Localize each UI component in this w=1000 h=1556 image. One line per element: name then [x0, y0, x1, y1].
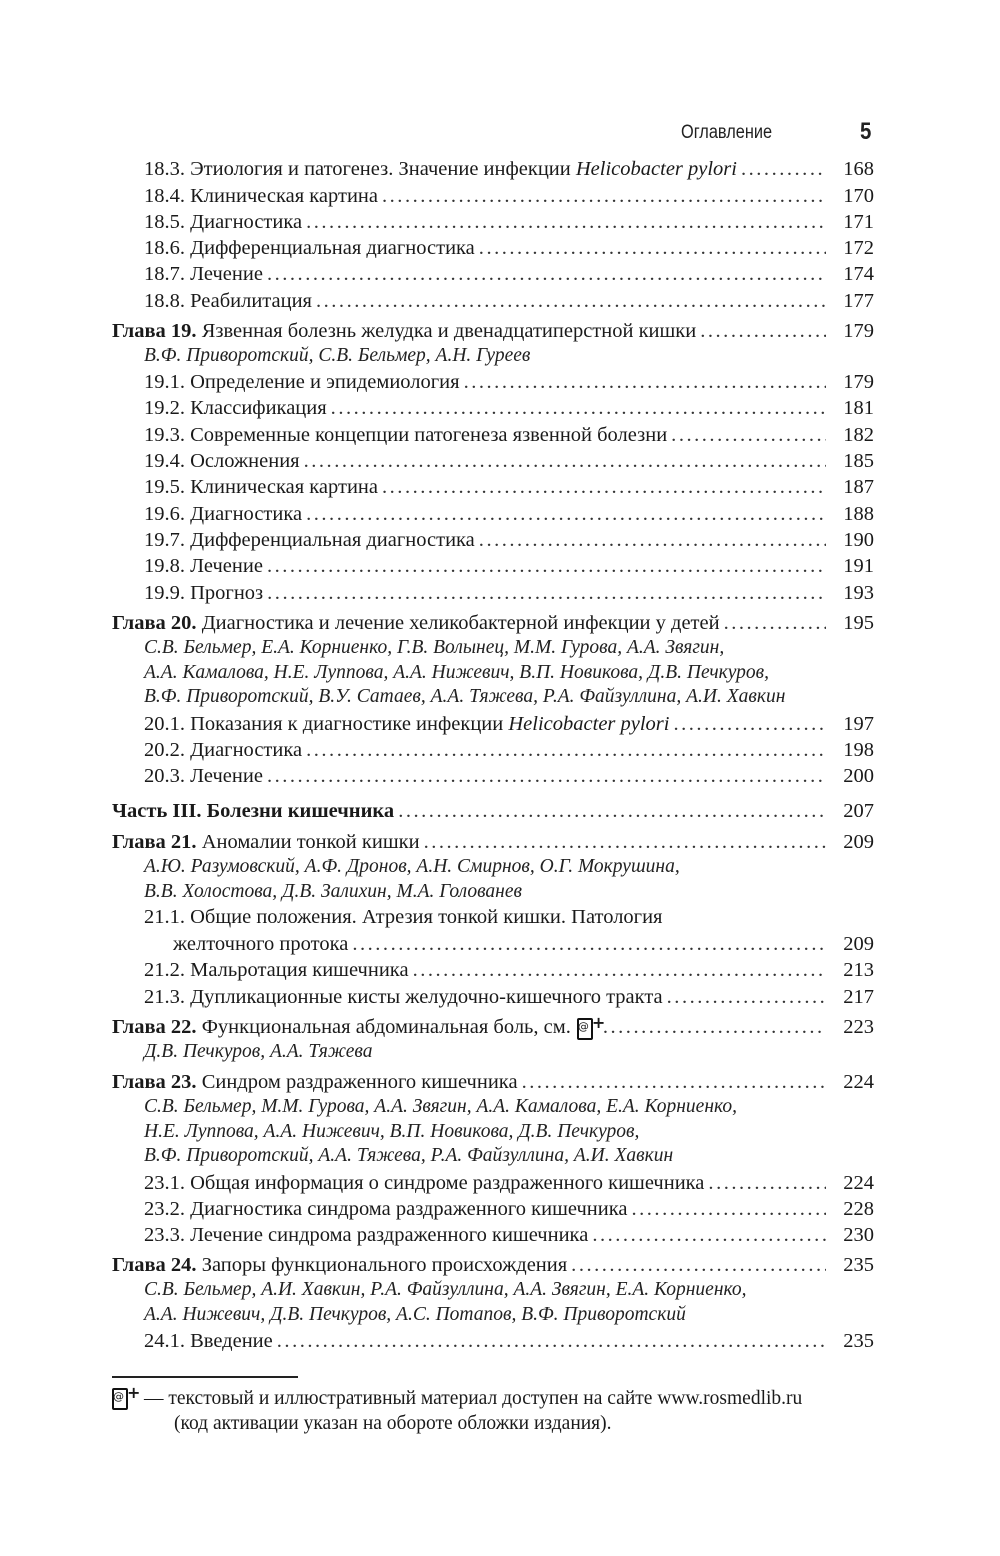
toc-entry[interactable] [112, 579, 874, 605]
toc-entry-label: Глава 24. [112, 1254, 197, 1277]
toc-entry[interactable] [112, 957, 874, 983]
dot-leader [667, 984, 826, 1010]
toc-entry-text: 21.3. Дупликационные кисты желудочно-кишечного тракта [144, 985, 663, 1008]
toc-authors: А.А. Нижевич, Д.В. Печкуров, А.С. Потапов, В.Ф. Приворотский [144, 1304, 686, 1326]
toc-page-number: 224 [843, 1171, 874, 1194]
dot-leader [741, 156, 826, 182]
toc-page-number: 235 [843, 1254, 874, 1277]
toc-entry[interactable] [112, 553, 874, 579]
toc-entry-title [112, 1069, 518, 1095]
toc-entry-text: 19.6. Диагностика [144, 502, 303, 525]
toc-page-number: 193 [843, 581, 874, 604]
toc-entry[interactable] [112, 737, 874, 763]
dot-leader [382, 183, 826, 209]
toc-entry[interactable] [112, 527, 874, 553]
dot-leader [479, 527, 826, 553]
dot-leader [306, 209, 826, 235]
dot-leader [306, 501, 826, 527]
dot-leader [267, 763, 826, 789]
toc-entry-text: Запоры функционального происхождения [196, 1254, 568, 1277]
toc-entry[interactable] [112, 763, 874, 789]
dot-leader [304, 448, 826, 474]
toc-entry-text: 20.2. Диагностика [144, 738, 303, 761]
toc-authors: Д.В. Печкуров, А.А. Тяжева [144, 1040, 373, 1062]
toc-entry-title [144, 984, 663, 1010]
toc-entry-title [144, 1328, 273, 1354]
toc-entry[interactable] [112, 235, 874, 261]
toc-page-number: 200 [843, 765, 874, 788]
toc-entry[interactable] [112, 1328, 874, 1354]
toc-entry[interactable] [112, 182, 874, 208]
toc-entry-title [144, 369, 460, 395]
footnote-divider [112, 1376, 298, 1378]
dot-leader [306, 737, 826, 763]
toc-entry[interactable] [112, 448, 874, 474]
dot-leader [673, 711, 826, 737]
toc-entry-title [112, 829, 420, 855]
toc-page-number: 170 [843, 184, 874, 207]
toc-entry-title [144, 288, 312, 314]
footnote [112, 1383, 876, 1436]
toc-chapter-entry[interactable] [112, 318, 874, 344]
toc-page-number: 223 [843, 1015, 874, 1038]
toc-entry-title [144, 422, 667, 448]
toc-entry-text: 18.5. Диагностика [144, 210, 303, 233]
toc-entry-italic-term: Helicobacter pylori [575, 158, 737, 181]
dot-leader [267, 580, 826, 606]
dot-leader [331, 395, 826, 421]
toc-page-number: 191 [843, 555, 874, 578]
toc-page-number: 177 [843, 289, 874, 312]
toc-page-number: 207 [843, 800, 874, 823]
toc-entry-text: Аномалии тонкой кишки [196, 830, 420, 853]
toc-page-number: 179 [843, 371, 874, 394]
toc-page-number: 185 [843, 450, 874, 473]
toc-entry[interactable] [112, 261, 874, 287]
toc-page-number: 235 [843, 1330, 874, 1353]
toc-authors: С.В. Бельмер, Е.А. Корниенко, Г.В. Волынец, М.М. Гурова, А.А. Звягин, [144, 636, 725, 658]
toc-entry-italic-term: Helicobacter pylori [508, 712, 670, 735]
online-material-icon: @ + [577, 1016, 599, 1040]
toc-entry[interactable] [112, 474, 874, 500]
toc-entry-title [144, 235, 475, 261]
toc-page-number: 190 [843, 528, 874, 551]
toc-page-number: 195 [843, 611, 874, 634]
toc-entry-text: 19.4. Осложнения [144, 450, 300, 473]
toc-entry-title [144, 1170, 704, 1196]
toc-entry-text: 23.1. Общая информация о синдроме раздраженного кишечника [144, 1171, 705, 1194]
toc-entry[interactable] [112, 369, 874, 395]
toc-entry[interactable] [112, 421, 874, 447]
toc-entry-text: 23.3. Лечение синдрома раздраженного кишечника [144, 1224, 589, 1247]
toc-chapter-entry[interactable] [112, 1252, 874, 1278]
dot-leader [424, 829, 826, 855]
toc-page-number: 209 [843, 932, 874, 955]
dot-leader [267, 553, 826, 579]
toc-entry-text: желточного протока [173, 932, 349, 955]
toc-entry-title [144, 501, 302, 527]
table-of-contents [112, 156, 874, 1354]
dot-leader [571, 1252, 826, 1278]
toc-entry-title [144, 527, 475, 553]
dot-leader [724, 610, 826, 636]
toc-entry-text: 18.6. Дифференциальная диагностика [144, 237, 475, 260]
toc-entry-text: 19.2. Классификация [144, 397, 327, 420]
running-header-title: Оглавление [681, 122, 773, 143]
toc-entry-text: 18.4. Клиническая картина [144, 184, 378, 207]
toc-entry-text: 18.8. Реабилитация [144, 289, 312, 312]
toc-entry-text: 18.7. Лечение [144, 263, 263, 286]
toc-page-number: 182 [843, 423, 874, 446]
dot-leader [708, 1170, 826, 1196]
toc-page-number: 197 [843, 712, 874, 735]
toc-entry[interactable] [112, 1196, 874, 1222]
toc-entry-text: 19.3. Современные концепции патогенеза язвенной болезни [144, 423, 668, 446]
toc-page-number: 179 [843, 320, 874, 343]
toc-entry-title [112, 318, 696, 344]
toc-page-number: 209 [843, 830, 874, 853]
toc-entry[interactable] [112, 287, 874, 313]
toc-page-number: 230 [843, 1224, 874, 1247]
toc-entry[interactable] [112, 209, 874, 235]
toc-entry-title [144, 711, 669, 737]
toc-entry-title [144, 448, 300, 474]
toc-chapter-entry[interactable] [112, 1069, 874, 1095]
toc-chapter-entry[interactable] [112, 1014, 874, 1040]
toc-entry-text: 19.8. Лечение [144, 555, 263, 578]
toc-part-entry[interactable] [112, 798, 874, 824]
dot-leader [267, 261, 826, 287]
toc-entry-text: 21.2. Мальротация кишечника [144, 959, 409, 982]
toc-page-number: 188 [843, 502, 874, 525]
toc-entry-text: 21.1. Общие положения. Атрезия тонкой кишки. Патология [144, 906, 663, 929]
toc-entry-title [144, 395, 327, 421]
toc-entry-text: Язвенная болезнь желудка и двенадцатиперстной кишки [196, 320, 697, 343]
toc-authors: В.В. Холостова, Д.В. Залихин, М.А. Голованев [144, 880, 522, 902]
toc-entry[interactable] [112, 395, 874, 421]
toc-entry-title [144, 1222, 588, 1248]
toc-entry[interactable] [112, 710, 874, 736]
running-header [681, 118, 873, 148]
page-number: 5 [859, 118, 871, 145]
toc-authors: А.Ю. Разумовский, А.Ф. Дронов, А.Н. Смирнов, О.Г. Мокрушина, [144, 855, 680, 877]
online-material-icon: @ + [112, 1386, 134, 1410]
toc-entry-title [144, 580, 263, 606]
toc-entry-text: 19.1. Определение и эпидемиология [144, 371, 460, 394]
toc-entry-title [144, 183, 378, 209]
dot-leader [277, 1328, 826, 1354]
toc-entry-title [144, 737, 302, 763]
toc-page-number: 181 [843, 397, 874, 420]
toc-entry[interactable] [112, 1169, 874, 1195]
dot-leader [464, 369, 826, 395]
toc-page-number: 213 [843, 959, 874, 982]
toc-entry-title [144, 261, 263, 287]
toc-entry-title [112, 1012, 606, 1040]
toc-page-number: 217 [843, 985, 874, 1008]
toc-entry-text: 23.2. Диагностика синдрома раздраженного кишечника [144, 1197, 628, 1220]
toc-entry-label: Глава 22. [112, 1015, 197, 1038]
toc-entry[interactable] [112, 931, 874, 957]
toc-chapter-entry[interactable] [112, 828, 874, 854]
toc-entry-title [112, 610, 720, 636]
dot-leader [398, 798, 826, 824]
toc-page-number: 168 [843, 158, 874, 181]
toc-entry[interactable] [112, 983, 874, 1009]
toc-entry-title [144, 1196, 627, 1222]
toc-page-number: 174 [843, 263, 874, 286]
toc-entry-title [144, 156, 737, 182]
toc-entry-label: Часть III. Болезни кишечника [112, 800, 395, 823]
toc-entry-text: 19.7. Дифференциальная диагностика [144, 528, 475, 551]
toc-entry-text: 19.9. Прогноз [144, 581, 264, 604]
dot-leader [671, 422, 826, 448]
toc-authors: А.А. Камалова, Н.Е. Луппова, А.А. Нижевич, В.П. Новикова, Д.В. Печкуров, [144, 661, 770, 683]
dot-leader [479, 235, 826, 261]
toc-entry-text: 20.3. Лечение [144, 765, 263, 788]
dot-leader [352, 931, 826, 957]
footnote-line-1: — текстовый и иллюстративный материал доступен на сайте www.rosmedlib.ru [144, 1388, 803, 1409]
dot-leader [522, 1069, 826, 1095]
toc-entry-title [112, 1252, 567, 1278]
toc-entry-title [144, 957, 409, 983]
toc-entry-text: Синдром раздраженного кишечника [196, 1070, 518, 1093]
toc-entry-text: 18.3. Этиология и патогенез. Значение инфекции [144, 158, 576, 181]
toc-page-number: 224 [843, 1070, 874, 1093]
toc-page-number: 172 [843, 237, 874, 260]
dot-leader [603, 1014, 826, 1040]
toc-entry[interactable] [112, 500, 874, 526]
toc-page-number: 171 [843, 210, 874, 233]
toc-entry-title [144, 553, 263, 579]
toc-page-number: 198 [843, 738, 874, 761]
dot-leader [316, 288, 826, 314]
toc-entry[interactable] [112, 156, 874, 182]
toc-entry-text: Диагностика и лечение хеликобактерной инфекции у детей [196, 611, 720, 634]
toc-entry-label: Глава 21. [112, 830, 197, 853]
toc-entry-title [173, 931, 348, 957]
toc-entry-title [144, 474, 378, 500]
toc-entry-label: Глава 19. [112, 320, 197, 343]
toc-chapter-entry[interactable] [112, 610, 874, 636]
toc-entry-title [112, 798, 394, 824]
toc-page-number: 187 [843, 476, 874, 499]
dot-leader [631, 1196, 826, 1222]
toc-authors: С.В. Бельмер, М.М. Гурова, А.А. Звягин, А.А. Камалова, Е.А. Корниенко, [144, 1095, 738, 1117]
toc-authors: В.Ф. Приворотский, С.В. Бельмер, А.Н. Гуреев [144, 345, 531, 367]
toc-authors: В.Ф. Приворотский, А.А. Тяжева, Р.А. Файзуллина, А.И. Хавкин [144, 1145, 674, 1167]
toc-entry-text: 24.1. Введение [144, 1330, 273, 1353]
dot-leader [700, 318, 826, 344]
toc-authors: С.В. Бельмер, А.И. Хавкин, Р.А. Файзуллина, А.А. Звягин, Е.А. Корниенко, [144, 1279, 747, 1301]
toc-authors: В.Ф. Приворотский, В.У. Сатаев, А.А. Тяжева, Р.А. Файзуллина, А.И. Хавкин [144, 686, 786, 708]
toc-entry-label: Глава 20. [112, 611, 197, 634]
toc-authors: Н.Е. Луппова, А.А. Нижевич, В.П. Новикова, Д.В. Печкуров, [144, 1120, 640, 1142]
toc-entry[interactable] [112, 1222, 874, 1248]
dot-leader [382, 474, 826, 500]
toc-entry-text: Функциональная абдоминальная боль, см. [196, 1015, 571, 1038]
toc-entry-label: Глава 23. [112, 1070, 197, 1093]
toc-entry-text: 20.1. Показания к диагностике инфекции [144, 712, 509, 735]
dot-leader [592, 1222, 826, 1248]
toc-page-number: 228 [843, 1197, 874, 1220]
footnote-line-2: (код активации указан на обороте обложки издания). [174, 1413, 612, 1434]
toc-entry-title [144, 209, 302, 235]
toc-entry-title [144, 763, 263, 789]
toc-entry-text: 19.5. Клиническая картина [144, 476, 378, 499]
dot-leader [413, 957, 826, 983]
